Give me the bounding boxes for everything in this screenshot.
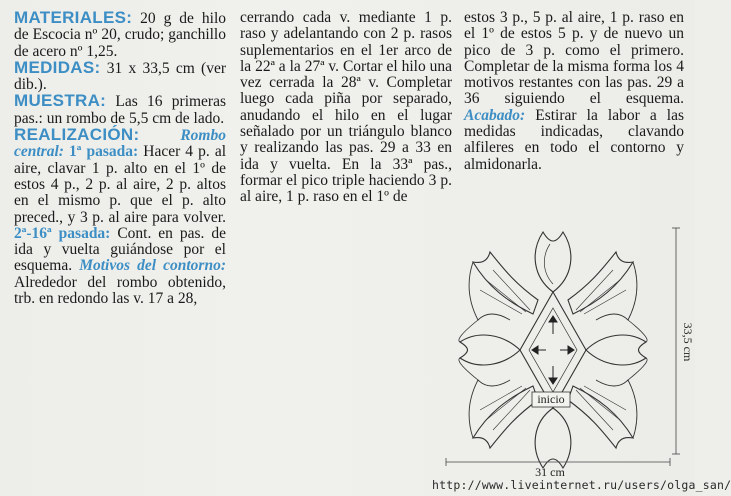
column-3-text: estos 3 p., 5 p. al aire, 1 p. raso en el 1º de estos 5 p. y de nuevo un pico de 3 p. como el primero. Completar de la misma forma los 4 motivos restantes con las pas. 29 a 36 siguiendo el esquema. (464, 9, 684, 108)
column-2-text: cerrando cada v. mediante 1 p. raso y adelantando con 2 p. rasos suplementarios en el 1er arco de la 22ª a la 27ª v. Cortar el hilo una vez cerrada la 28ª v. Completar luego cada piña por separado, anudando el hilo en el lugar señalado por un triángulo blanco y realizando las pas. 29 a 33 en ida y vuelta. En la 33ª pas., formar el pico triple haciendo 3 p. al aire, 1 p. raso en el 1º de (240, 9, 452, 206)
pasada-2-16-label: 2ª-16ª pasada: (14, 224, 111, 242)
source-url: http://www.liveinternet.ru/users/olga_san/ (432, 478, 731, 492)
medidas-paragraph (14, 57, 227, 94)
realizacion-heading: REALIZACIÓN: (14, 125, 140, 145)
motivos-contorno-label: Motivos del contorno: (79, 257, 226, 275)
medidas-text: 31 x 33,5 cm (ver dib.). (14, 59, 227, 94)
materiales-text: 20 g de hilo de Escocia nº 20, crudo; ganchillo de acero nº 1,25. (14, 10, 226, 60)
start-label: inicio (537, 392, 565, 406)
materiales-heading: MATERIALES: (14, 8, 133, 27)
pasada-1-text: Hacer 4 p. al aire, clavar 1 p. alto en el 1º de estos 4 p., 2 p. al aire, 2 p. altos en el mismo p. que el p. alto preced., y 3 p. al aire para volver. (14, 143, 227, 226)
muestra-heading: MUESTRA: (14, 91, 107, 111)
pasada-2-16-text: Cont. en pas. de ida y vuelta guiándose por el esquema. (14, 224, 227, 275)
petal-top (535, 232, 571, 292)
materiales-paragraph (14, 10, 226, 60)
petal-left (460, 335, 520, 365)
central-rombo (520, 292, 586, 408)
acabado-label: Acabado: (464, 106, 526, 124)
pasada-1-label: 1ª pasada: (69, 143, 139, 161)
medidas-heading: MEDIDAS: (14, 57, 101, 77)
crochet-diagram (438, 222, 695, 484)
text-column-2 (240, 10, 452, 206)
text-column-1 (14, 10, 226, 307)
height-dimension-label: 33,5 cm (681, 322, 695, 362)
petal-right (586, 335, 646, 365)
muestra-text: Las 16 primeras pas.: un rombo de 5,5 cm de lado. (14, 93, 227, 127)
text-column-3 (464, 10, 684, 173)
petal-bottom (535, 408, 571, 468)
acabado-text: Estirar la labor a las medidas indicadas, clavando alfileres en todo el contorno y almidonarla. (464, 106, 685, 173)
realizacion-paragraph (14, 127, 226, 307)
rombo-central-label: Rombo central: (14, 127, 226, 161)
width-dimension-label: 31 cm (535, 465, 565, 479)
muestra-paragraph (14, 93, 226, 127)
motivos-contorno-text: Alrededor del rombo obtenido, trb. en redondo las v. 17 a 28, (14, 273, 226, 308)
